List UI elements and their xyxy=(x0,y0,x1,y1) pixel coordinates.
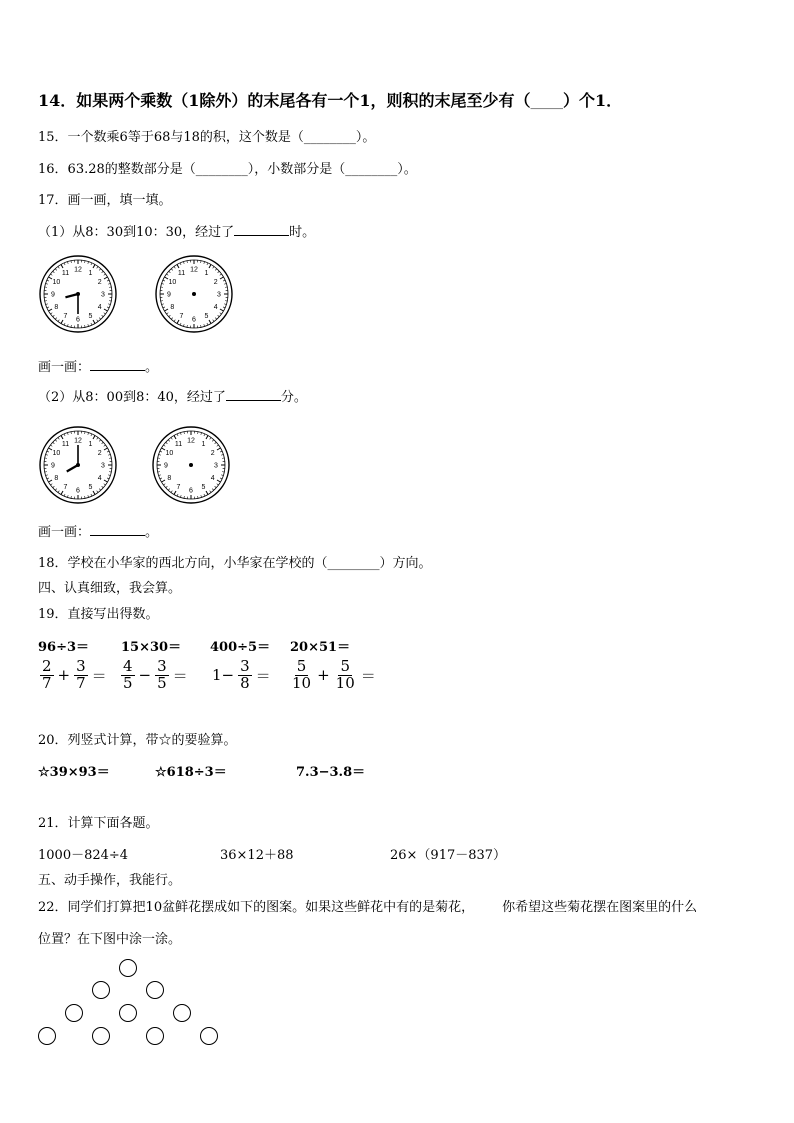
clock-number: 12 xyxy=(74,437,82,445)
clock-number: 12 xyxy=(190,266,198,274)
clock-number: 8 xyxy=(54,304,59,311)
clock-number: 6 xyxy=(76,316,80,324)
clock-number: 5 xyxy=(88,313,93,321)
flower-circle[interactable] xyxy=(119,1004,137,1022)
clock-number: 6 xyxy=(192,316,196,324)
fraction-expression: 4 5 − $\frac{3}{5}$ ＝ xyxy=(123,657,188,692)
question-17-part2: （2）从8：00到8：40，经过了 分。 xyxy=(38,386,307,405)
clock-center xyxy=(192,292,196,296)
clock-number: 4 xyxy=(213,304,218,311)
clock-center xyxy=(76,292,80,296)
calc-item: 36×12＋88 xyxy=(220,848,294,863)
fraction-expression: 2 7 + $\frac{3}{7}$ ＝ xyxy=(42,657,107,692)
section-4-heading: 四、认真细致，我会算。 xyxy=(38,581,182,596)
clock-number: 9 xyxy=(51,291,55,299)
clock-number: 2 xyxy=(213,279,218,286)
clock-number: 10 xyxy=(52,279,61,286)
calc-item: 1000－824÷4 xyxy=(38,848,129,863)
flower-circle[interactable] xyxy=(119,959,137,977)
clock-number: 3 xyxy=(214,462,218,470)
clock-number: 5 xyxy=(204,313,209,321)
question-14: 14．如果两个乘数（1除外）的末尾各有一个1，则积的末尾至少有（_____）个1． xyxy=(38,91,623,110)
flower-circle[interactable] xyxy=(92,981,110,999)
flower-circle[interactable] xyxy=(38,1027,56,1045)
calc-item: 26×（917－837） xyxy=(390,848,507,863)
question-20-title: 20．列竖式计算，带☆的要验算。 xyxy=(38,733,237,748)
question-15: 15．一个数乘6等于68与18的积，这个数是（________）。 xyxy=(38,130,376,145)
clock-number: 5 xyxy=(201,484,206,492)
section-5-heading: 五、动手操作，我能行。 xyxy=(38,873,182,888)
flower-circle[interactable] xyxy=(146,1027,164,1045)
clock-number: 1 xyxy=(204,269,209,277)
calc-item: 96÷3＝ xyxy=(38,640,90,655)
clock-830 xyxy=(37,252,119,336)
clock-number: 8 xyxy=(170,304,175,311)
clock-number: 10 xyxy=(168,279,177,286)
fraction-expression: 1− $\frac{3}{8}$ ＝ xyxy=(212,657,271,692)
clock-number: 2 xyxy=(97,450,102,457)
clock-number: 4 xyxy=(210,475,215,482)
question-18: 18．学校在小华家的西北方向，小华家在学校的（________）方向。 xyxy=(38,556,432,571)
clock-number: 4 xyxy=(97,304,102,311)
calc-item: 15×30＝ xyxy=(121,640,182,655)
clock-number: 10 xyxy=(165,450,174,457)
clock-number: 4 xyxy=(97,475,102,482)
clock-blank-1[interactable] xyxy=(153,252,235,336)
clock-number: 11 xyxy=(177,269,186,277)
clock-center xyxy=(189,463,193,467)
clock-number: 11 xyxy=(61,440,70,448)
calc-item: ☆39×93＝ xyxy=(38,765,110,780)
answer-blank[interactable] xyxy=(226,387,281,401)
fraction-expression: 5 10 + $\frac{5}{10}$ ＝ xyxy=(292,657,376,692)
draw-line-1: 画一画： 。 xyxy=(38,356,158,375)
clock-blank-2[interactable] xyxy=(150,423,232,507)
clock-number: 8 xyxy=(167,475,172,482)
question-19-title: 19．直接写出得数。 xyxy=(38,607,159,622)
clock-number: 10 xyxy=(52,450,61,457)
clock-number: 1 xyxy=(201,440,206,448)
clock-number: 3 xyxy=(101,291,105,299)
clock-number: 11 xyxy=(174,440,183,448)
flower-circle[interactable] xyxy=(200,1027,218,1045)
answer-blank[interactable]: _____ xyxy=(530,95,564,110)
calc-item: 20×51＝ xyxy=(290,640,351,655)
answer-blank[interactable] xyxy=(90,357,145,371)
draw-line-2: 画一画： 。 xyxy=(38,521,158,540)
flower-circle[interactable] xyxy=(65,1004,83,1022)
calc-item: 400÷5＝ xyxy=(210,640,271,655)
clock-number: 3 xyxy=(101,462,105,470)
question-16: 16．63.28的整数部分是（________），小数部分是（________）。 xyxy=(38,162,417,177)
clock-number: 7 xyxy=(179,313,184,321)
clock-number: 9 xyxy=(164,462,168,470)
clock-number: 3 xyxy=(217,291,221,299)
flower-circle[interactable] xyxy=(173,1004,191,1022)
clock-number: 8 xyxy=(54,475,59,482)
clock-number: 1 xyxy=(88,269,93,277)
clock-number: 1 xyxy=(88,440,93,448)
clock-number: 12 xyxy=(187,437,195,445)
calc-item: ☆618÷3＝ xyxy=(155,765,227,780)
clock-number: 5 xyxy=(88,484,93,492)
question-21-title: 21．计算下面各题。 xyxy=(38,816,159,831)
answer-blank[interactable] xyxy=(234,222,289,236)
calc-item: 7.3−3.8＝ xyxy=(296,765,366,780)
clock-number: 2 xyxy=(97,279,102,286)
clock-number: 9 xyxy=(167,291,171,299)
clock-number: 6 xyxy=(189,487,193,495)
clock-number: 7 xyxy=(176,484,181,492)
question-22-line2: 位置？在下图中涂一涂。 xyxy=(38,932,182,947)
clock-number: 6 xyxy=(76,487,80,495)
answer-blank[interactable] xyxy=(90,522,145,536)
question-22-line1: 22．同学们打算把10盆鲜花摆成如下的图案。如果这些鲜花中有的是菊花， 你希望这些菊花摆在图案里的什么 xyxy=(38,900,698,915)
clock-number: 11 xyxy=(61,269,70,277)
question-17-part1: （1）从8：30到10：30，经过了 时。 xyxy=(38,221,315,240)
clock-number: 7 xyxy=(63,484,68,492)
clock-number: 12 xyxy=(74,266,82,274)
flower-circle[interactable] xyxy=(92,1027,110,1045)
question-17-title: 17．画一画，填一填。 xyxy=(38,193,172,208)
clock-number: 7 xyxy=(63,313,68,321)
clock-800 xyxy=(37,423,119,507)
clock-center xyxy=(76,463,80,467)
flower-circle[interactable] xyxy=(146,981,164,999)
clock-number: 2 xyxy=(210,450,215,457)
clock-number: 9 xyxy=(51,462,55,470)
